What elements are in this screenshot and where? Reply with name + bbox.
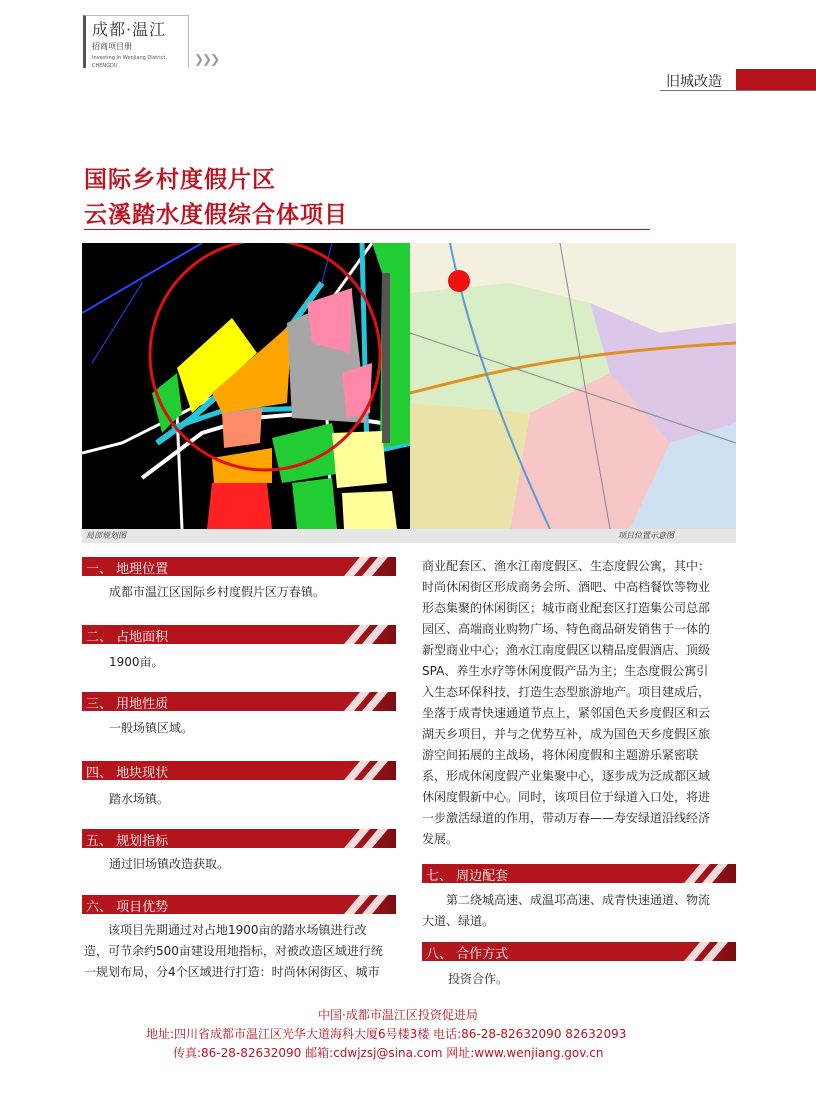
local-planning-map [82,243,410,529]
footer-org: 中国·成都市温江区投资促进局 [318,1008,478,1022]
logo-english-line2: CHENGDU [92,63,118,69]
section-heading-label: 四、 地块现状 [86,766,169,780]
text-line: 新型商业中心；渔水江南度假区以精品度假酒店、顶级 [422,643,711,657]
advantage-text-right [422,556,738,850]
title-rule [84,229,650,230]
land-use-text: 一般场镇区域。 [109,721,194,735]
text-line: 第二绕城高速、成温邛高速、成青快速通道、物流 [446,893,711,907]
page-title-line1: 国际乡村度假片区 [84,167,276,193]
section-heading-label: 八、 合作方式 [426,947,509,961]
text-line: 形态集聚的休闲街区；城市商业配套区打造集公司总部 [422,601,711,615]
section-heading-location [82,557,396,576]
logo-subtitle: 招商项目册 [92,42,132,51]
section-tag: 旧城改造 [666,74,722,90]
section-heading-label: 五、 规划指标 [86,834,169,848]
text-line: 一步激活绿道的作用，带动万春——寿安绿道沿线经济 [422,811,711,825]
status-text: 踏水场镇。 [109,792,170,806]
text-line: 商业配套区、渔水江南度假区、生态度假公寓，其中： [422,559,711,573]
section-heading-cooperation [422,942,736,961]
location-map [410,243,736,529]
section-heading-status [82,761,396,780]
section-heading-surroundings [422,864,736,883]
text-line: 系，形成休闲度假产业集聚中心，逐步成为泛成都区域 [422,769,711,783]
section-heading-area [82,625,396,644]
text-line: SPA、养生水疗等休闲度假产品为主；生态度假公寓引 [422,664,709,678]
text-line: 入生态环保科技，打造生态型旅游地产。项目建成后， [422,685,711,699]
text-line: 一规划布局，分4个区域进行打造：时尚休闲街区、城市 [84,965,380,979]
logo-english [92,54,167,70]
section-heading-label: 三、 用地性质 [86,697,169,711]
section-heading-land-use [82,692,396,711]
text-line: 园区、高端商业购物广场、特色商品研发销售于一体的 [422,622,711,636]
section-tag-rule [660,90,816,91]
text-line: 坐落于成青快速通道节点上，紧邻国色天乡度假区和云 [422,706,711,720]
planning-text: 通过旧场镇改造获取。 [109,857,230,871]
text-line: 湖天乡项目，并与之优势互补，成为国色天乡度假区旅 [422,727,711,741]
area-text: 1900亩。 [109,655,164,669]
section-tag-bar [736,69,816,91]
text-line: 造，可节余约500亩建设用地指标，对被改造区域进行统 [84,944,383,958]
text-line: 时尚休闲街区形成商务会所、酒吧、中高档餐饮等物业 [422,580,711,594]
section-heading-label: 六、 项目优势 [86,900,169,914]
chevron-right-icon: ❯❯❯ [194,52,219,66]
cooperation-text: 投资合作。 [448,972,509,986]
logo-title: 成都·温江 [92,20,167,39]
text-line: 该项目先期通过对占地1900亩的踏水场镇进行改 [108,923,367,937]
text-line: 游空间拓展的主战场，将休闲度假和主题游乐紧密联 [422,748,699,762]
caption-right: 项目位置示意图 [618,531,674,540]
text-line: 发展。 [422,832,459,846]
footer-address: 地址:四川省成都市温江区光华大道海科大厦6号楼3楼 电话:86-28-82632090 82632093 [146,1027,627,1041]
text-line: 大道、绿道。 [422,914,495,928]
section-heading-label: 七、 周边配套 [426,869,509,883]
logo-english-line1: Investing in Wenjiang District, [92,55,167,61]
section-heading-label: 一、 地理位置 [86,562,169,576]
footer-contact: 传真:86-28-82632090 邮箱:cdwjzsj@sina.com 网址:www.wenjiang.gov.cn [173,1046,604,1060]
location-text: 成都市温江区国际乡村度假片区万春镇。 [109,585,326,599]
section-heading-label: 二、 占地面积 [86,630,169,644]
text-line: 休闲度假新中心。同时，该项目位于绿道入口处，将进 [422,790,711,804]
advantage-text-left [84,920,400,983]
surroundings-text [422,890,738,932]
section-heading-planning [82,829,396,848]
page-title-line2: 云溪踏水度假综合体项目 [84,202,348,228]
section-heading-advantage [82,895,396,914]
caption-left: 局部规划图 [86,531,126,540]
